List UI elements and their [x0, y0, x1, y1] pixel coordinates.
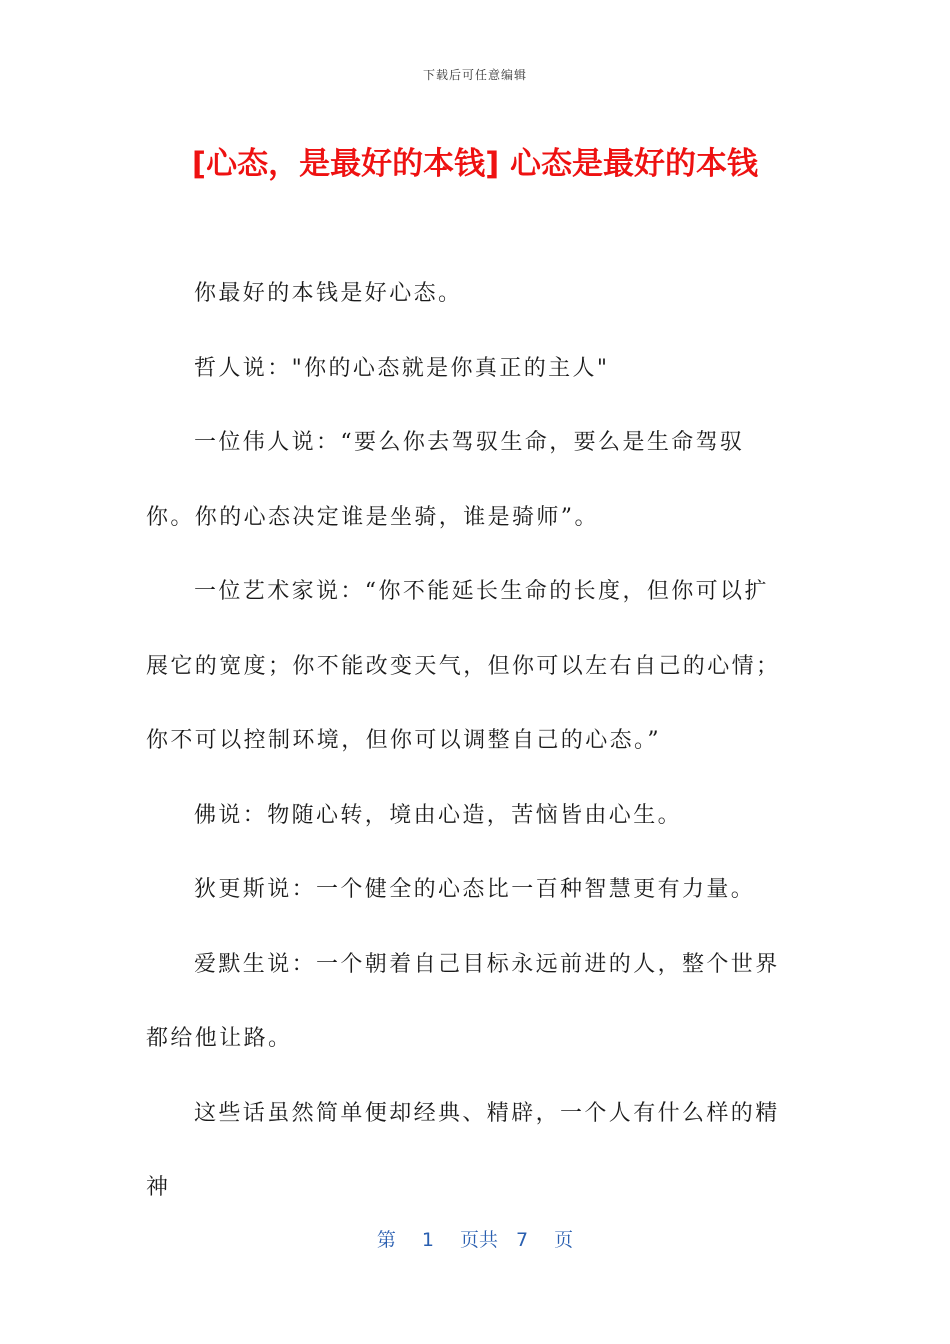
paragraph: 佛说：物随心转，境由心造，苦恼皆由心生。	[194, 802, 683, 828]
footer-label-end: 页	[554, 1229, 574, 1251]
footer-label-total: 页共	[459, 1229, 498, 1251]
paragraph: 你最好的本钱是好心态。	[194, 281, 463, 306]
document-body	[146, 257, 792, 1226]
paragraph: 狄更斯说：一个健全的心态比一百种智慧更有力量。	[194, 877, 756, 902]
page-footer	[0, 1225, 950, 1252]
paragraph: 哲人说："你的心态就是你真正的主人"	[194, 355, 610, 381]
footer-current-page: 1	[421, 1229, 434, 1251]
document-title: [心态，是最好的本钱] 心态是最好的本钱	[191, 146, 759, 182]
paragraph: 一位伟人说：“要么你去驾驭生命，要么是生命驾驭你。你的心态决定谁是坐骑，谁是骑师”。	[146, 430, 745, 530]
paragraph: 这些话虽然简单便却经典、精辟，一个人有什么样的精神	[146, 1100, 780, 1200]
footer-total-pages: 7	[516, 1229, 529, 1251]
paragraph: 爱默生说：一个朝着自己目标永远前进的人，整个世界都给他让路。	[146, 951, 780, 1051]
footer-label-page: 第	[376, 1229, 396, 1251]
paragraph: 一位艺术家说：“你不能延长生命的长度，但你可以扩展它的宽度；你不能改变天气，但你可以左右自己的心情；你不可以控制环境，但你可以调整自己的心态。”	[146, 579, 781, 753]
header-note: 下载后可任意编辑	[422, 68, 527, 82]
